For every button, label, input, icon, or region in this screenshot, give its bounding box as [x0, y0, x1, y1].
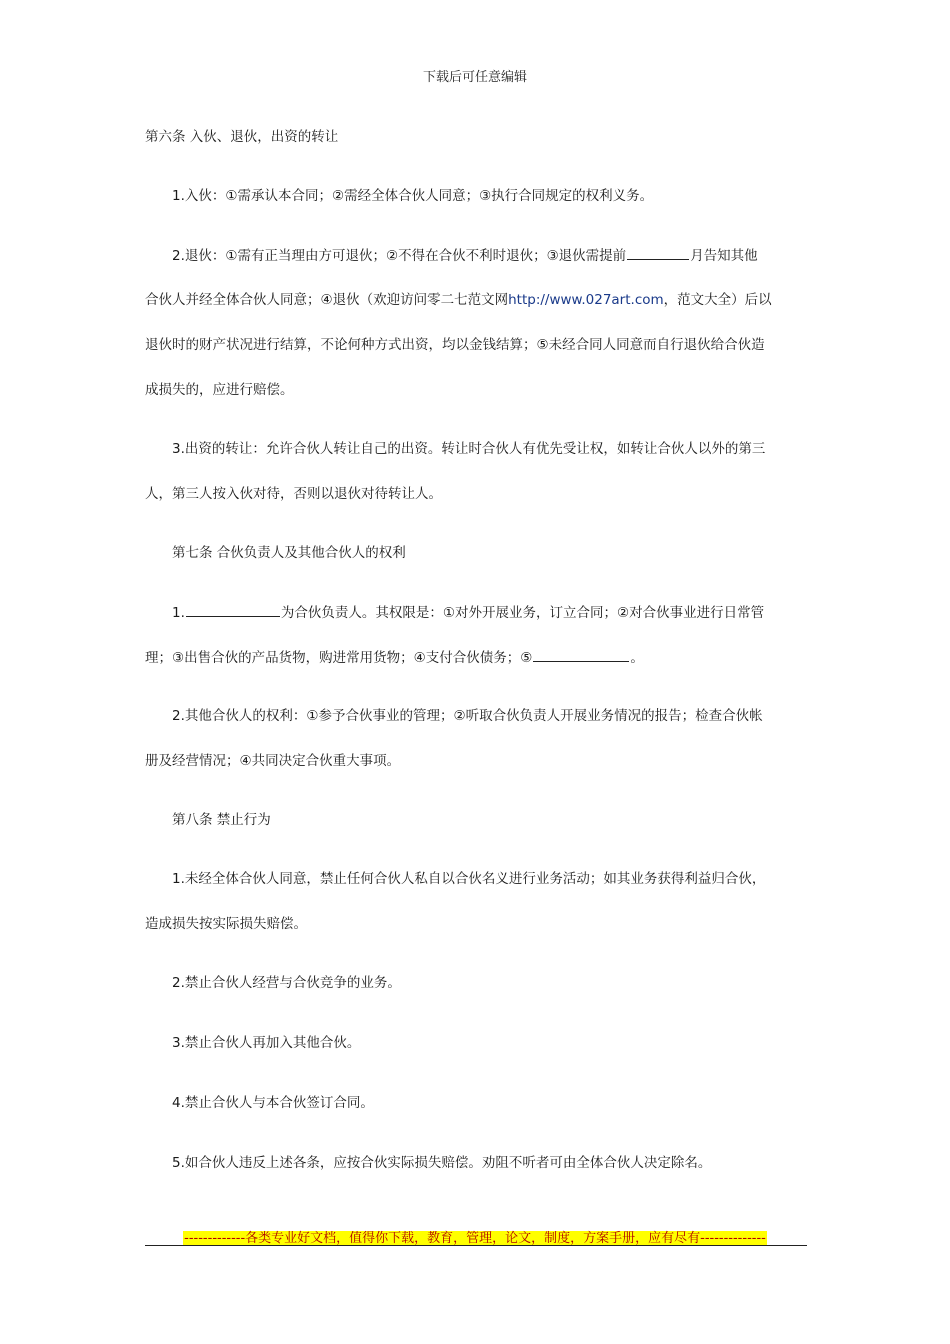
article-6-item-3-line-2: 人，第三人按入伙对待，否则以退伙对待转让人。	[145, 486, 442, 502]
website-link[interactable]: http://www.027art.com	[508, 292, 664, 308]
footer-divider	[145, 1245, 807, 1246]
text-segment: ，范文大全）后以	[663, 292, 772, 308]
text-segment: 2.退伙：①需有正当理由方可退伙；②不得在合伙不利时退伙；③退伙需提前	[172, 248, 627, 264]
article-6-item-2-line-3: 退伙时的财产状况进行结算，不论何种方式出资，均以金钱结算；⑤未经合同人同意而自行退伙给合伙造	[145, 337, 765, 353]
article-6-item-2-line-4: 成损失的，应进行赔偿。	[145, 382, 294, 398]
article-6-title: 第六条 入伙、退伙，出资的转让	[145, 129, 339, 145]
article-7-item-2-line-1: 2.其他合伙人的权利：①参予合伙事业的管理；②听取合伙负责人开展业务情况的报告；检查合伙帐	[172, 708, 763, 724]
text-segment: 理；③出售合伙的产品货物，购进常用货物；④支付合伙债务；⑤	[145, 650, 533, 666]
article-7-item-1-line-2	[145, 647, 815, 668]
fill-blank	[533, 647, 629, 662]
article-6-item-3-line-1: 3.出资的转让：允许合伙人转让自己的出资。转让时合伙人有优先受让权，如转让合伙人以外的第三	[172, 441, 766, 457]
article-6-item-2-line-1	[172, 245, 812, 266]
article-8-item-1-line-1: 1.未经全体合伙人同意，禁止任何合伙人私自以合伙名义进行业务活动；如其业务获得利益归合伙，	[172, 871, 766, 887]
article-7-item-1-line-1	[172, 602, 812, 623]
article-8-item-3: 3.禁止合伙人再加入其他合伙。	[172, 1035, 361, 1051]
article-8-item-4: 4.禁止合伙人与本合伙签订合同。	[172, 1095, 374, 1111]
article-8-item-2: 2.禁止合伙人经营与合伙竞争的业务。	[172, 975, 401, 991]
page-header: 下载后可任意编辑	[422, 70, 527, 85]
text-segment: 月告知其他	[690, 248, 758, 264]
fill-blank	[186, 602, 280, 617]
article-8-item-1-line-2: 造成损失按实际损失赔偿。	[145, 916, 307, 932]
article-8-item-5: 5.如合伙人违反上述各条，应按合伙实际损失赔偿。劝阻不听者可由全体合伙人决定除名。	[172, 1155, 712, 1171]
fill-blank	[627, 245, 689, 260]
text-segment: 。	[630, 650, 644, 666]
article-7-item-2-line-2: 册及经营情况；④共同决定合伙重大事项。	[145, 753, 401, 769]
article-6-item-1: 1.入伙：①需承认本合同；②需经全体合伙人同意；③执行合同规定的权利义务。	[172, 188, 654, 204]
article-7-title: 第七条 合伙负责人及其他合伙人的权利	[172, 545, 406, 561]
text-segment: 1.	[172, 605, 185, 621]
text-segment: 合伙人并经全体合伙人同意；④退伙（欢迎访问零二七范文网	[145, 292, 509, 308]
article-6-item-2-line-2	[145, 290, 815, 310]
article-8-title: 第八条 禁止行为	[172, 812, 271, 828]
page-footer	[0, 1227, 950, 1246]
text-segment: 为合伙负责人。其权限是：①对外开展业务，订立合同；②对合伙事业进行日常管	[280, 605, 765, 621]
footer-banner: -------------各类专业好文档，值得你下载，教育，管理，论文，制度，方案手册，应有尽有--------------	[184, 1231, 766, 1246]
